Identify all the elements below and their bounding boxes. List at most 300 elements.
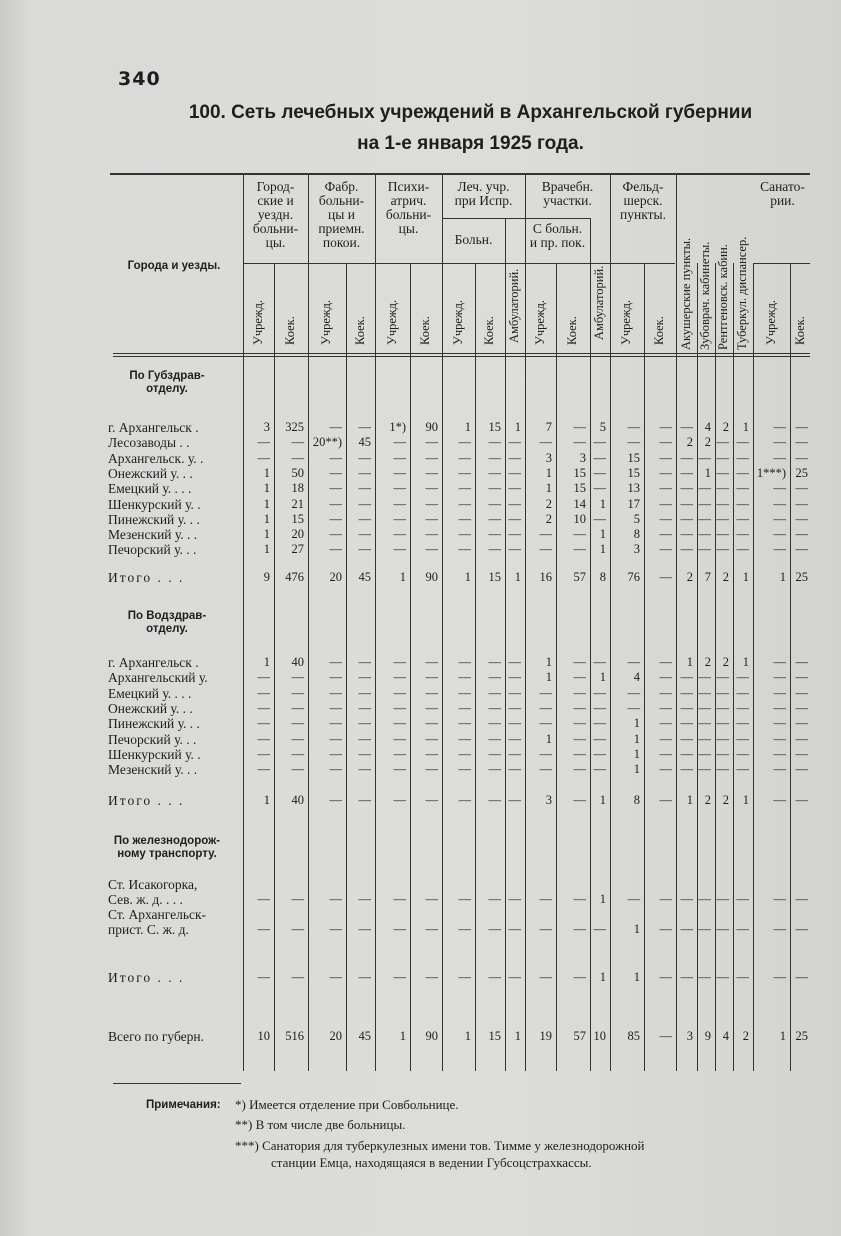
data-cell: — — [291, 762, 304, 777]
data-cell: — — [773, 420, 786, 434]
data-cell: — — [659, 700, 672, 715]
data-cell: — — [458, 746, 471, 761]
data-cell: — — [573, 731, 586, 746]
data-cell: 25 — [795, 465, 808, 480]
total-cell: 7 — [704, 570, 711, 584]
total-cell: — — [458, 970, 471, 984]
data-cell: — — [593, 465, 606, 480]
column-rule — [590, 218, 591, 1071]
leaf-header: Коек. — [793, 316, 807, 345]
data-cell: — — [358, 892, 371, 906]
data-cell: — — [329, 922, 342, 936]
data-cell: — — [539, 435, 552, 450]
data-cell: — — [539, 685, 552, 700]
data-cell: — — [329, 655, 342, 669]
data-cell: — — [358, 762, 371, 777]
row-label: Лесозаводы . . — [108, 435, 190, 451]
data-cell: 5 — [599, 420, 606, 434]
data-cell: — — [736, 892, 749, 906]
data-cell: — — [291, 922, 304, 936]
data-cell: — — [659, 435, 672, 450]
total-cell: — — [488, 793, 501, 807]
data-cell: — — [393, 435, 406, 450]
data-cell: — — [508, 496, 521, 511]
data-cell: 1 — [633, 731, 640, 746]
data-cell: — — [425, 670, 438, 685]
data-cell: 1 — [545, 655, 552, 669]
data-cell: 7 — [545, 420, 552, 434]
data-cell: — — [795, 746, 808, 761]
data-cell: — — [659, 481, 672, 496]
total-cell: 8 — [633, 793, 640, 807]
data-cell: 1 — [263, 465, 270, 480]
data-cell: — — [736, 542, 749, 557]
data-cell: — — [698, 542, 711, 557]
data-cell: — — [573, 922, 586, 936]
notes-rule — [113, 1083, 241, 1084]
data-cell: — — [425, 450, 438, 465]
data-cell: 1 — [742, 420, 749, 434]
total-cell: — — [508, 793, 521, 807]
data-cell: — — [698, 746, 711, 761]
data-cell: — — [659, 542, 672, 557]
data-cell: — — [573, 542, 586, 557]
data-cell: — — [795, 511, 808, 526]
data-cell: — — [795, 420, 808, 434]
data-cell: — — [593, 700, 606, 715]
total-cell: — — [358, 970, 371, 984]
total-cell: 1 — [599, 970, 606, 984]
data-cell: — — [458, 670, 471, 685]
data-cell: — — [773, 892, 786, 906]
data-cell: 13 — [627, 481, 640, 496]
data-cell: — — [736, 465, 749, 480]
total-cell: 9 — [263, 570, 270, 584]
data-cell: 15 — [291, 511, 304, 526]
data-cell: — — [680, 670, 693, 685]
data-cell: 1 — [599, 670, 606, 685]
row-label: Емецкий у. . . . — [108, 481, 192, 497]
data-cell: 1 — [704, 465, 711, 480]
total-cell: 2 — [722, 793, 729, 807]
data-cell: — — [716, 435, 729, 450]
page-number: 340 — [118, 68, 161, 90]
data-cell: — — [488, 922, 501, 936]
data-cell: — — [593, 922, 606, 936]
data-cell: 1 — [263, 527, 270, 542]
data-cell: — — [593, 435, 606, 450]
data-cell: — — [291, 435, 304, 450]
column-group-header: Город- ские и уездн. больни- цы. — [252, 179, 299, 250]
data-cell: 1 — [633, 746, 640, 761]
data-cell: — — [458, 762, 471, 777]
data-cell: — — [593, 685, 606, 700]
header-bottom-rule — [113, 353, 810, 354]
data-cell: 1 — [514, 1029, 521, 1043]
data-cell: — — [329, 700, 342, 715]
data-cell: — — [773, 716, 786, 731]
data-cell: 1 — [545, 465, 552, 480]
data-cell: — — [680, 685, 693, 700]
data-cell: 1 — [686, 655, 693, 669]
data-cell: — — [358, 542, 371, 557]
data-cell: — — [659, 746, 672, 761]
leaf-header: Учрежд. — [384, 299, 399, 345]
column-group-header: Врачебн. участки. — [541, 179, 594, 208]
data-cell: — — [698, 527, 711, 542]
data-cell: — — [773, 922, 786, 936]
total-cell: — — [329, 970, 342, 984]
data-cell: — — [358, 655, 371, 669]
data-cell: — — [773, 762, 786, 777]
row-label: г. Архангельск . — [108, 420, 199, 435]
data-cell: — — [329, 746, 342, 761]
data-cell: — — [593, 762, 606, 777]
data-cell: — — [539, 716, 552, 731]
data-cell: — — [488, 511, 501, 526]
data-cell: — — [573, 685, 586, 700]
data-cell: — — [425, 731, 438, 746]
total-cell: 2 — [722, 570, 729, 584]
data-cell: — — [425, 700, 438, 715]
data-cell: — — [425, 762, 438, 777]
data-cell: 1 — [633, 762, 640, 777]
data-cell: — — [736, 435, 749, 450]
total-cell: — — [257, 970, 270, 984]
data-cell: — — [488, 892, 501, 906]
data-cell: — — [508, 450, 521, 465]
data-cell: — — [508, 542, 521, 557]
total-cell: 2 — [686, 570, 693, 584]
total-cell: 8 — [599, 570, 606, 584]
subgroup-header: Больн. — [454, 232, 493, 247]
data-cell: — — [795, 481, 808, 496]
data-cell: — — [680, 746, 693, 761]
data-cell: — — [508, 527, 521, 542]
data-cell: 2 — [722, 420, 729, 434]
data-cell: 15 — [488, 420, 501, 434]
data-cell: — — [488, 527, 501, 542]
data-cell: — — [736, 527, 749, 542]
data-cell: — — [698, 922, 711, 936]
data-cell: — — [680, 542, 693, 557]
data-cell: — — [329, 511, 342, 526]
data-cell: — — [539, 762, 552, 777]
data-cell: — — [680, 892, 693, 906]
data-cell: 3 — [545, 450, 552, 465]
data-cell: — — [795, 922, 808, 936]
data-cell: — — [358, 731, 371, 746]
data-cell: — — [358, 527, 371, 542]
leaf-header: Коек. — [418, 316, 432, 345]
section-title: По Водздрав- отделу. — [127, 610, 207, 635]
total-cell: — — [458, 793, 471, 807]
data-cell: 1 — [742, 655, 749, 669]
data-cell: 2 — [686, 435, 693, 450]
data-cell: — — [716, 481, 729, 496]
data-cell: — — [458, 685, 471, 700]
row-label: Онежский у. . . — [108, 700, 193, 716]
data-cell: — — [425, 655, 438, 669]
total-cell: 1 — [742, 793, 749, 807]
data-cell: 2 — [722, 655, 729, 669]
total-cell: — — [393, 970, 406, 984]
data-cell: — — [488, 481, 501, 496]
row-label: г. Архангельск . — [108, 655, 199, 670]
data-cell: 40 — [291, 655, 304, 669]
data-cell: — — [795, 716, 808, 731]
data-cell: — — [425, 465, 438, 480]
row-label: Архангельский у. — [108, 670, 208, 686]
leaf-header: Учрежд. — [532, 299, 547, 345]
data-cell: 21 — [291, 496, 304, 511]
data-cell: — — [773, 527, 786, 542]
data-cell: — — [425, 527, 438, 542]
note-item: ***) Санатория для туберкулезных имени тов. Тимме у железнодорожной — [235, 1138, 645, 1153]
data-cell: 1*) — [389, 420, 406, 434]
data-cell: — — [508, 685, 521, 700]
total-cell: — — [773, 970, 786, 984]
data-cell: — — [257, 716, 270, 731]
data-cell: — — [659, 496, 672, 511]
data-cell: 3 — [263, 420, 270, 434]
data-cell: — — [508, 922, 521, 936]
data-cell: — — [627, 685, 640, 700]
data-cell: 1 — [464, 420, 471, 434]
data-cell: — — [393, 527, 406, 542]
data-cell: — — [680, 762, 693, 777]
data-cell: 1 — [263, 481, 270, 496]
total-row-label: Итого . . . — [108, 970, 185, 985]
data-cell: — — [773, 670, 786, 685]
data-cell: — — [573, 435, 586, 450]
table-top-rule — [110, 173, 810, 175]
data-cell: — — [716, 716, 729, 731]
row-label: Архангельск. у. . — [108, 450, 204, 466]
data-cell: 27 — [291, 542, 304, 557]
data-cell: — — [291, 685, 304, 700]
total-row-label: Итого . . . — [108, 570, 185, 585]
data-cell: — — [508, 746, 521, 761]
data-cell: — — [539, 746, 552, 761]
leaf-header: Коек. — [352, 316, 367, 345]
row-label: Печорский у. . . — [108, 542, 197, 558]
data-cell: — — [257, 700, 270, 715]
column-group-header: Психи- атрич. больни- цы. — [385, 179, 432, 236]
data-cell: 2 — [742, 1029, 749, 1043]
data-cell: — — [573, 892, 586, 906]
data-cell: — — [659, 685, 672, 700]
note-item: *) Имеется отделение при Совбольнице. — [235, 1097, 459, 1112]
data-cell: — — [425, 511, 438, 526]
data-cell: — — [716, 731, 729, 746]
data-cell: — — [488, 700, 501, 715]
total-cell: — — [358, 793, 371, 807]
data-cell: — — [539, 542, 552, 557]
data-cell: — — [488, 450, 501, 465]
data-cell: 15 — [573, 465, 586, 480]
notes-label: Примечания: — [146, 1099, 221, 1111]
data-cell: — — [573, 420, 586, 434]
data-cell: — — [736, 762, 749, 777]
row-label: Мезенский у. . . — [108, 762, 198, 778]
total-cell: 16 — [539, 570, 552, 584]
row-label: Ст. Исакогорка, Сев. ж. д. . . . — [108, 877, 198, 907]
total-row-label: Итого . . . — [108, 793, 185, 808]
data-cell: 1 — [545, 670, 552, 685]
total-cell: — — [291, 970, 304, 984]
data-cell: 25 — [795, 1029, 808, 1043]
data-cell: — — [680, 922, 693, 936]
data-cell: — — [716, 685, 729, 700]
data-cell: 1 — [599, 527, 606, 542]
data-cell: — — [329, 496, 342, 511]
data-cell: — — [716, 746, 729, 761]
subgroup-header: С больн. и пр. пок. — [529, 221, 586, 250]
data-cell: — — [698, 892, 711, 906]
data-cell: — — [773, 450, 786, 465]
data-cell: — — [358, 746, 371, 761]
data-cell: — — [458, 892, 471, 906]
data-cell: — — [680, 731, 693, 746]
data-cell: — — [736, 481, 749, 496]
data-cell: — — [593, 731, 606, 746]
data-cell: 1 — [514, 420, 521, 434]
data-cell: — — [716, 700, 729, 715]
data-cell: — — [458, 655, 471, 669]
data-cell: — — [773, 700, 786, 715]
data-cell: — — [393, 655, 406, 669]
data-cell: — — [659, 716, 672, 731]
data-cell: — — [736, 746, 749, 761]
data-cell: — — [680, 465, 693, 480]
data-cell: — — [393, 511, 406, 526]
data-cell: — — [393, 465, 406, 480]
data-cell: — — [573, 762, 586, 777]
total-cell: — — [680, 970, 693, 984]
data-cell: — — [698, 481, 711, 496]
data-cell: 4 — [722, 1029, 729, 1043]
data-cell: 20 — [329, 1029, 342, 1043]
total-cell: 3 — [545, 793, 552, 807]
data-cell: — — [358, 716, 371, 731]
data-cell: 57 — [573, 1029, 586, 1043]
data-cell: — — [257, 450, 270, 465]
data-cell: — — [698, 670, 711, 685]
data-cell: 19 — [539, 1029, 552, 1043]
data-cell: — — [393, 481, 406, 496]
row-header: Города и уезды. — [127, 260, 221, 272]
data-cell: — — [593, 655, 606, 669]
data-cell: — — [488, 716, 501, 731]
total-cell: 1 — [464, 570, 471, 584]
leaf-header: Коек. — [283, 316, 297, 345]
data-cell: — — [358, 481, 371, 496]
data-cell: — — [393, 716, 406, 731]
data-cell: — — [508, 700, 521, 715]
data-cell: — — [716, 496, 729, 511]
data-cell: 5 — [633, 511, 640, 526]
data-cell: 4 — [633, 670, 640, 685]
leaf-header: Учрежд. — [763, 299, 778, 345]
data-cell: 20 — [291, 527, 304, 542]
data-cell: — — [698, 496, 711, 511]
data-cell: — — [680, 511, 693, 526]
row-label: Мезенский у. . . — [108, 527, 198, 543]
data-cell: — — [458, 465, 471, 480]
total-cell: 45 — [358, 570, 371, 584]
leaf-header: Учрежд. — [450, 299, 465, 345]
data-cell: 45 — [358, 435, 371, 450]
data-cell: — — [573, 746, 586, 761]
data-cell: — — [393, 450, 406, 465]
leaf-header: Зубоврач. кабинеты. — [698, 241, 712, 350]
total-cell: — — [488, 970, 501, 984]
data-cell: — — [329, 481, 342, 496]
data-cell: — — [425, 746, 438, 761]
data-cell: — — [257, 685, 270, 700]
subgroup-rule — [442, 218, 590, 219]
data-cell: — — [539, 922, 552, 936]
data-cell: — — [393, 762, 406, 777]
data-cell: 1 — [545, 731, 552, 746]
data-cell: — — [716, 892, 729, 906]
data-cell: 45 — [358, 1029, 371, 1043]
data-cell: — — [736, 496, 749, 511]
total-cell: — — [329, 793, 342, 807]
total-cell: 2 — [704, 793, 711, 807]
data-cell: 90 — [425, 420, 438, 434]
data-cell: — — [458, 496, 471, 511]
data-cell: — — [716, 527, 729, 542]
total-cell: 57 — [573, 570, 586, 584]
data-cell: — — [659, 762, 672, 777]
data-cell: 3 — [633, 542, 640, 557]
data-cell: — — [358, 496, 371, 511]
data-cell: — — [736, 450, 749, 465]
data-cell: 1***) — [756, 465, 786, 480]
data-cell: — — [795, 731, 808, 746]
data-cell: — — [573, 700, 586, 715]
leaf-header: Коек. — [652, 316, 666, 345]
row-label: Емецкий у. . . . — [108, 685, 192, 701]
data-cell: — — [257, 746, 270, 761]
data-cell: — — [659, 1029, 672, 1043]
data-cell: — — [680, 450, 693, 465]
data-cell: — — [795, 762, 808, 777]
data-cell: — — [698, 511, 711, 526]
row-label: Шенкурский у. . — [108, 496, 201, 512]
data-cell: 2 — [704, 435, 711, 450]
data-cell: — — [736, 670, 749, 685]
data-cell: — — [425, 892, 438, 906]
data-cell: — — [659, 731, 672, 746]
data-cell: — — [773, 511, 786, 526]
data-cell: 516 — [285, 1029, 304, 1043]
data-cell: 15 — [488, 1029, 501, 1043]
data-cell: — — [458, 450, 471, 465]
leaf-header: Рентгеновск. кабин. — [716, 244, 730, 350]
total-cell: — — [795, 793, 808, 807]
data-cell: — — [593, 511, 606, 526]
data-cell: — — [795, 700, 808, 715]
total-cell: — — [425, 793, 438, 807]
data-cell: 1 — [599, 542, 606, 557]
data-cell: — — [736, 716, 749, 731]
leaf-header: Коек. — [565, 316, 579, 345]
data-cell: — — [716, 465, 729, 480]
data-cell: — — [716, 670, 729, 685]
